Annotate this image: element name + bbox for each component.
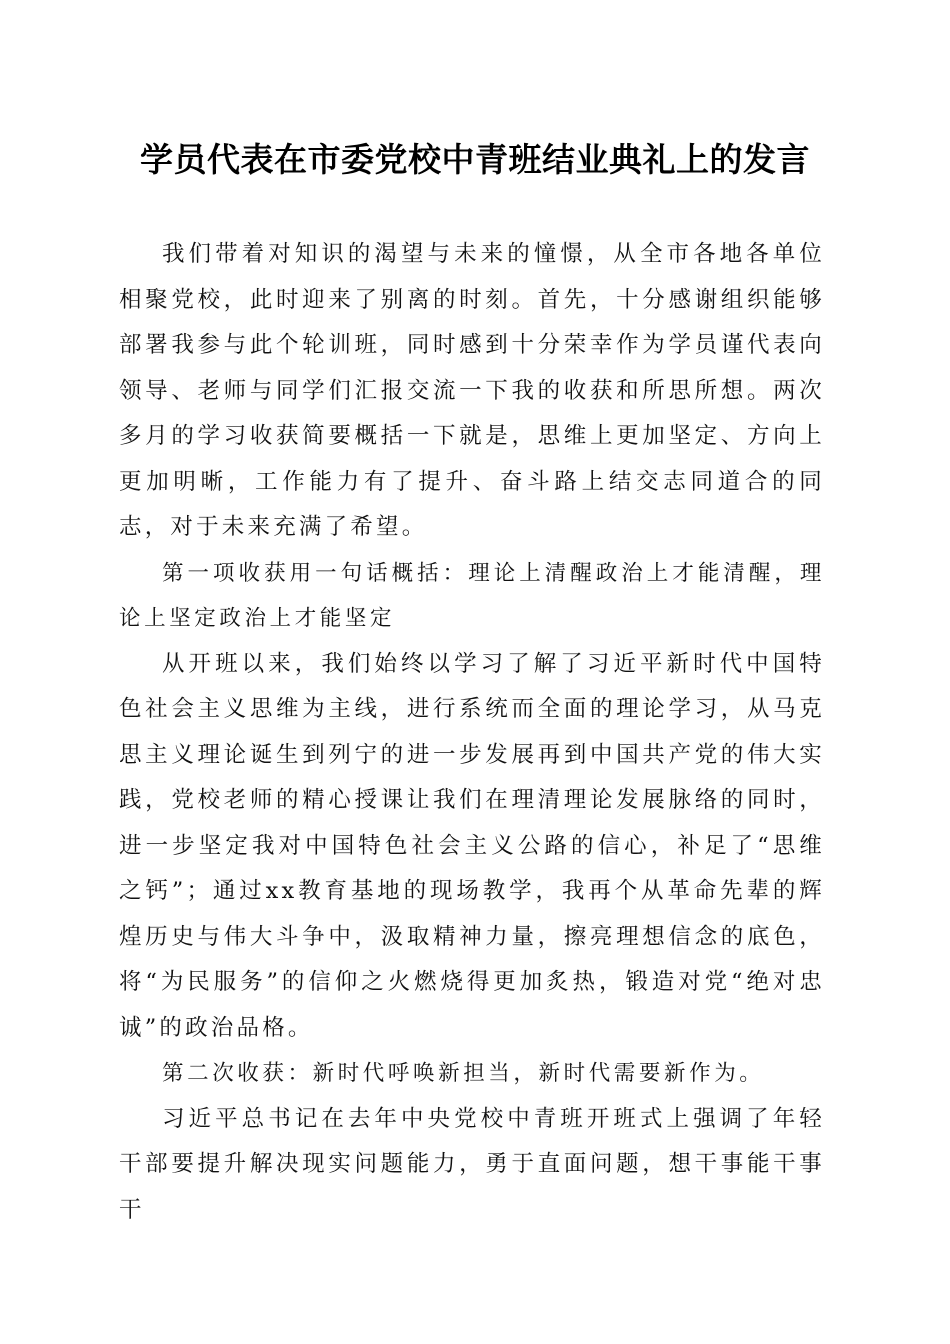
- document-body: [119, 232, 825, 1233]
- body-paragraph-theory: 从开班以来，我们始终以学习了解了习近平新时代中国特色社会主义思维为主线，进行系统而全面的理论学习，从马克思主义理论诞生到列宁的进一步发展再到中国共产党的伟大实践，党校老师的精心授课让我们在理清理论发展脉络的同时，进一步坚定我对中国特色社会主义公路的信心，补足了“思维之钙”；通过xx教育基地的现场教学，我再个从革命先辈的辉煌历史与伟大斗争中，汲取精神力量，擦亮理想信念的底色，将“为民服务”的信仰之火燃烧得更加炙热，锻造对党“绝对忠诚”的政治品格。: [119, 650, 825, 1041]
- intro-paragraph: 我们带着对知识的渴望与未来的憧憬，从全市各地各单位相聚党校，此时迎来了别离的时刻。首先，十分感谢组织能够部署我参与此个轮训班，同时感到十分荣幸作为学员谨代表向领导、老师与同学们汇报交流一下我的收获和所思所想。两次多月的学习收获简要概括一下就是，思维上更加坚定、方向上更加明晰，工作能力有了提升、奋斗路上结交志同道合的同志，对于未来充满了希望。: [119, 241, 825, 540]
- body-paragraph-responsibility: 习近平总书记在去年中央党校中青班开班式上强调了年轻干部要提升解决现实问题能力，勇于直面问题，想干事能干事干: [119, 1105, 825, 1223]
- section-heading-first-gain: 第一项收获用一句话概括：理论上清醒政治上才能清醒，理论上坚定政治上才能坚定: [119, 560, 825, 631]
- section-heading-second-gain: 第二次收获：新时代呼唤新担当，新时代需要新作为。: [162, 1061, 765, 1086]
- document-title: 学员代表在市委党校中青班结业典礼上的发言: [140, 140, 810, 179]
